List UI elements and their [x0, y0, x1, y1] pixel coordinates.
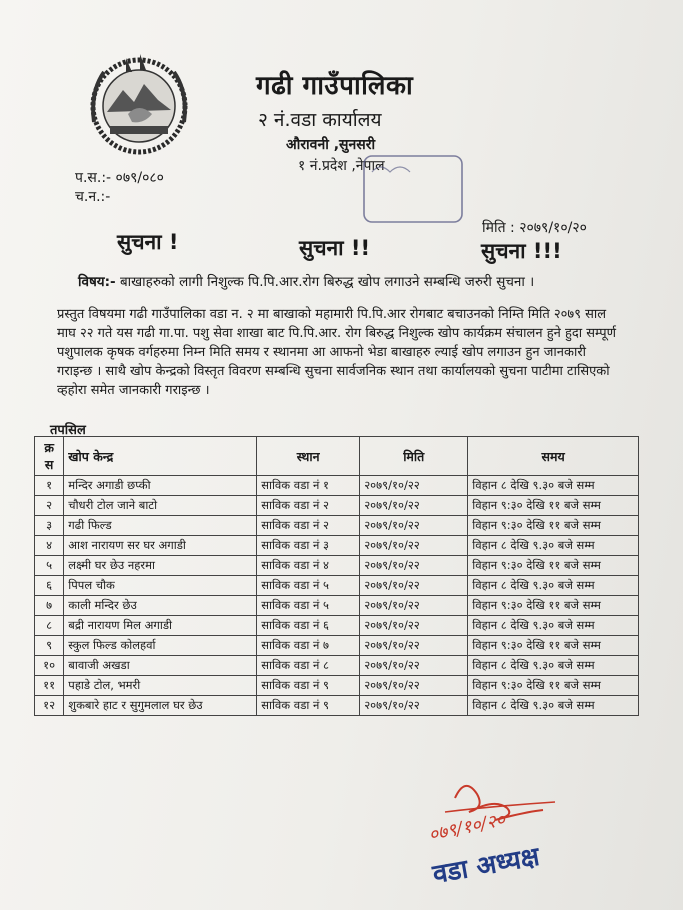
cell-serial: १२: [35, 696, 64, 716]
cell-serial: २: [35, 496, 64, 516]
cell-time: विहान ९:३० देखि ११ बजे सम्म: [468, 516, 639, 536]
cell-center: स्कुल फिल्ड कोलहर्वा: [64, 636, 257, 656]
cell-center: पिपल चौक: [64, 576, 257, 596]
cell-place: साविक वडा नं ४: [257, 556, 360, 576]
cell-center: लक्ष्मी घर छेउ नहरमा: [64, 556, 257, 576]
cell-date: २०७९/१०/२२: [360, 656, 468, 676]
cell-place: साविक वडा नं ९: [257, 696, 360, 716]
cell-time: विहान ८ देखि ९.३० बजे सम्म: [468, 576, 639, 596]
cell-date: २०७९/१०/२२: [360, 696, 468, 716]
address-line-1: औरावनी ,सुनसरी: [286, 137, 376, 153]
table-row: [35, 536, 639, 556]
cell-date: २०७९/१०/२२: [360, 516, 468, 536]
table-row: [35, 636, 639, 656]
cell-time: विहान ८ देखि ९.३० बजे सम्म: [468, 476, 639, 496]
cell-time: विहान ८ देखि ९.३० बजे सम्म: [468, 616, 639, 636]
cell-serial: १०: [35, 656, 64, 676]
subject-text: बाखाहरुको लागी निशुल्क पि.पि.आर.रोग बिरुद्ध खोप लगाउने सम्बन्धि जरुरी सुचना ।: [119, 274, 535, 290]
table-row: [35, 696, 639, 716]
table-row: [35, 576, 639, 596]
office-stamp: [360, 150, 466, 228]
subject-label: विषय:-: [78, 274, 116, 290]
cell-center: बद्री नारायण मिल अगाडी: [64, 616, 257, 636]
header-center: खोप केन्द्र: [64, 437, 257, 476]
cell-serial: ३: [35, 516, 64, 536]
cell-center: बावाजी अखडा: [64, 656, 257, 676]
reference-number: प.स.:- ०७९/०८०: [75, 170, 164, 186]
cell-date: २०७९/१०/२२: [360, 496, 468, 516]
cell-date: २०७९/१०/२२: [360, 636, 468, 656]
cell-serial: ६: [35, 576, 64, 596]
cell-time: विहान ९:३० देखि ११ बजे सम्म: [468, 676, 639, 696]
signatory-title: वडा अध्यक्ष: [430, 841, 542, 891]
cell-place: साविक वडा नं १: [257, 476, 360, 496]
cell-place: साविक वडा नं ५: [257, 576, 360, 596]
cell-date: २०७९/१०/२२: [360, 616, 468, 636]
header-time: समय: [468, 437, 639, 476]
cell-date: २०७९/१०/२२: [360, 676, 468, 696]
cell-time: विहान ९:३० देखि ११ बजे सम्म: [468, 636, 639, 656]
cell-date: २०७९/१०/२२: [360, 596, 468, 616]
cell-serial: ८: [35, 616, 64, 636]
nepal-emblem-icon: [88, 52, 190, 156]
cell-place: साविक वडा नं २: [257, 496, 360, 516]
ward-office: २ नं.वडा कार्यालय: [258, 109, 382, 131]
cell-place: साविक वडा नं ५: [257, 596, 360, 616]
cell-date: २०७९/१०/२२: [360, 476, 468, 496]
header-date: मिति: [360, 437, 468, 476]
notice-mark-3: सुचना !!!: [481, 239, 562, 263]
table-row: [35, 556, 639, 576]
address-line-2: १ नं.प्रदेश ,नेपाल: [298, 158, 385, 174]
table-row: [35, 496, 639, 516]
cell-time: विहान ९:३० देखि ११ बजे सम्म: [468, 596, 639, 616]
body-paragraph: प्रस्तुत विषयमा गढी गाउँपालिका वडा न. २ मा बाखाको महामारी पि.पि.आर रोगबाट बचाउनको निम्ति मिति २०७९ साल माघ २२ गते यस गढी गा.पा. पशु सेवा शाखा बाट पि.पि.आर. रोग बिरुद्ध निशुल्क खोप कार्यक्रम संचालन हुने हुदा सम्पूर्ण पशुपालक कृषक वर्गहरुमा निम्न मिति समय र स्थानमा आ आफनो भेडा बाखाहरु ल्याई खोप लगाउन हुन जानकारी गराइन्छ । साथै खोप केन्द्रको विस्तृत विवरण सम्बन्धि सुचना सार्वजनिक स्थान तथा कार्यालयको सुचना पाटीमा टासिएको व्हहोरा समेत जानकारी गराइन्छ ।: [57, 307, 616, 398]
table-row: [35, 676, 639, 696]
notice-date: मिति : २०७९/१०/२०: [482, 220, 587, 236]
cell-place: साविक वडा नं ६: [257, 616, 360, 636]
cell-center: चौधरी टोल जाने बाटो: [64, 496, 257, 516]
cell-place: साविक वडा नं ७: [257, 636, 360, 656]
cell-place: साविक वडा नं ३: [257, 536, 360, 556]
table-row: [35, 596, 639, 616]
table-row: [35, 656, 639, 676]
cell-serial: ९: [35, 636, 64, 656]
cell-place: साविक वडा नं ८: [257, 656, 360, 676]
cell-date: २०७९/१०/२२: [360, 536, 468, 556]
cell-center: काली मन्दिर छेउ: [64, 596, 257, 616]
cell-center: आश नारायण सर घर अगाडी: [64, 536, 257, 556]
cell-date: २०७९/१०/२२: [360, 576, 468, 596]
cell-time: विहान ८ देखि ९.३० बजे सम्म: [468, 656, 639, 676]
cell-center: पहाडे टोल, भमरी: [64, 676, 257, 696]
cell-serial: ७: [35, 596, 64, 616]
cell-serial: ११: [35, 676, 64, 696]
cell-time: विहान ९:३० देखि ११ बजे सम्म: [468, 556, 639, 576]
cell-time: विहान ८ देखि ९.३० बजे सम्म: [468, 696, 639, 716]
table-caption: तपसिल: [50, 423, 86, 438]
notice-mark-1: सुचना !: [117, 230, 179, 254]
cell-place: साविक वडा नं २: [257, 516, 360, 536]
header-place: स्थान: [257, 437, 360, 476]
cell-center: गढी फिल्ड: [64, 516, 257, 536]
header-serial: क्र स: [35, 437, 64, 476]
cell-center: शुकबारे हाट र सुगुमलाल घर छेउ: [64, 696, 257, 716]
office-name: गढी गाउँपालिका: [256, 71, 414, 101]
table-row: [35, 516, 639, 536]
signature-date: ०७९/१०/२०: [426, 809, 508, 846]
cell-center: मन्दिर अगाडी छप्की: [64, 476, 257, 496]
cell-time: विहान ८ देखि ९.३० बजे सम्म: [468, 536, 639, 556]
cell-serial: ५: [35, 556, 64, 576]
cell-time: विहान ९:३० देखि ११ बजे सम्म: [468, 496, 639, 516]
cell-date: २०७९/१०/२२: [360, 556, 468, 576]
cell-serial: १: [35, 476, 64, 496]
notice-mark-2: सुचना !!: [299, 236, 371, 260]
subject-line: [78, 272, 534, 290]
cell-place: साविक वडा नं ९: [257, 676, 360, 696]
vaccination-schedule-table: [34, 436, 639, 716]
table-row: [35, 476, 639, 496]
cell-serial: ४: [35, 536, 64, 556]
table-header-row: [35, 437, 639, 476]
dispatch-number: च.न.:-: [75, 189, 111, 205]
table-row: [35, 616, 639, 636]
